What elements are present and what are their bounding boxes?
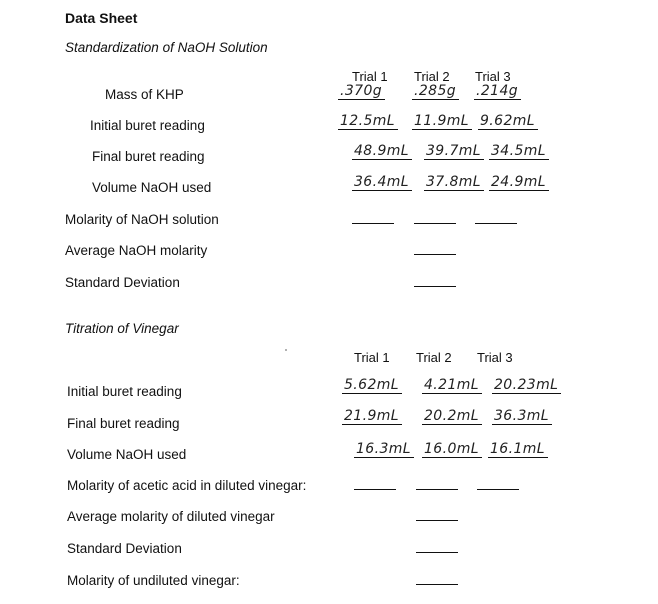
std-final-label: Final buret reading [92,149,205,164]
vin-trial-3-header: Trial 3 [477,350,513,365]
vin-stdev-blank [416,552,458,553]
acetic-molarity-trial-3-blank [477,489,519,490]
std-trial-3-header: Trial 3 [475,69,511,84]
vin-trial-2-header: Trial 2 [416,350,452,365]
mass-khp-trial-2: .285g [412,83,459,100]
mass-khp-trial-1: .370g [338,83,385,100]
undiluted-molarity-label: Molarity of undiluted vinegar: [67,573,240,588]
std-initial-trial-1: 12.5mL [338,113,398,130]
acetic-molarity-trial-1-blank [354,489,396,490]
scan-speck [285,349,287,351]
vin-volume-label: Volume NaOH used [67,447,187,462]
std-final-trial-2: 39.7mL [424,143,484,160]
std-initial-trial-3: 9.62mL [478,113,538,130]
std-volume-trial-2: 37.8mL [424,174,484,191]
vin-volume-trial-3: 16.1mL [488,441,548,458]
section-heading-vinegar: Titration of Vinegar [65,321,179,336]
std-trial-1-header: Trial 1 [352,69,388,84]
std-volume-trial-1: 36.4mL [352,174,412,191]
vin-final-trial-3: 36.3mL [492,408,552,425]
vin-volume-trial-1: 16.3mL [354,441,414,458]
std-final-trial-1: 48.9mL [352,143,412,160]
acetic-molarity-label: Molarity of acetic acid in diluted vinegar: [67,478,307,493]
vin-initial-trial-3: 20.23mL [492,377,561,394]
vin-stdev-label: Standard Deviation [67,541,182,556]
vin-initial-trial-1: 5.62mL [342,377,402,394]
vin-initial-trial-2: 4.21mL [422,377,482,394]
std-stdev-blank [414,286,456,287]
std-initial-trial-2: 11.9mL [412,113,472,130]
naoh-average-blank [414,254,456,255]
std-volume-label: Volume NaOH used [92,180,212,195]
section-heading-standardization: Standardization of NaOH Solution [65,40,268,55]
naoh-molarity-label: Molarity of NaOH solution [65,212,219,227]
undiluted-molarity-blank [416,584,458,585]
naoh-average-label: Average NaOH molarity [65,243,208,258]
vinegar-average-label: Average molarity of diluted vinegar [67,509,275,524]
acetic-molarity-trial-2-blank [416,489,458,490]
page-title: Data Sheet [65,10,138,26]
naoh-molarity-trial-1-blank [352,223,394,224]
vin-trial-1-header: Trial 1 [354,350,390,365]
vin-volume-trial-2: 16.0mL [422,441,482,458]
naoh-molarity-trial-3-blank [475,223,517,224]
std-trial-2-header: Trial 2 [414,69,450,84]
vin-initial-label: Initial buret reading [67,384,182,399]
mass-khp-label: Mass of KHP [105,87,184,102]
vin-final-label: Final buret reading [67,416,180,431]
std-initial-label: Initial buret reading [90,118,205,133]
vinegar-average-blank [416,520,458,521]
naoh-molarity-trial-2-blank [414,223,456,224]
vin-final-trial-1: 21.9mL [342,408,402,425]
std-stdev-label: Standard Deviation [65,275,180,290]
std-volume-trial-3: 24.9mL [489,174,549,191]
vin-final-trial-2: 20.2mL [422,408,482,425]
mass-khp-trial-3: .214g [474,83,521,100]
std-final-trial-3: 34.5mL [489,143,549,160]
